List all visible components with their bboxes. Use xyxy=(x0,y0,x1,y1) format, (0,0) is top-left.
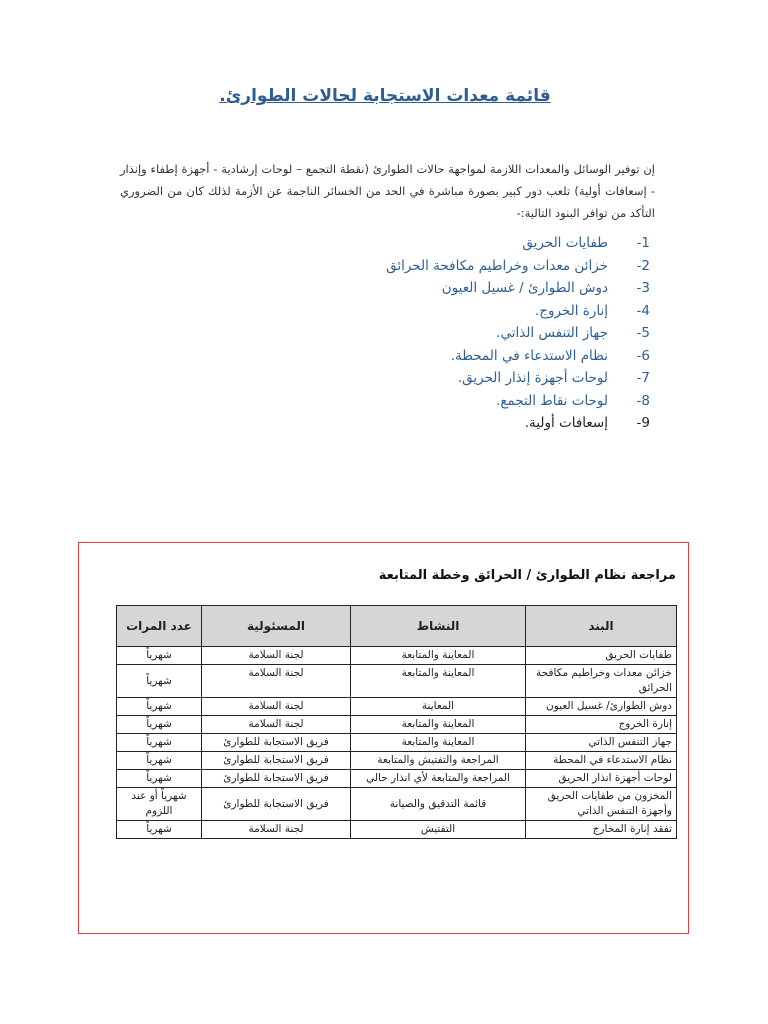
item-text: نظام الاستدعاء في المحطة. xyxy=(450,347,608,364)
cell-activity: المعاينة والمتابعة xyxy=(351,734,526,752)
item-text: جهاز التنفس الذاتي. xyxy=(496,325,608,342)
cell-activity: المعاينة والمتابعة xyxy=(351,665,526,698)
cell-frequency: شهرياً أو عند اللزوم xyxy=(117,788,202,821)
cell-item: خزائن معدات وخراطيم مكافحة الحرائق xyxy=(526,665,677,698)
list-item xyxy=(300,255,650,278)
list-item xyxy=(300,412,650,435)
cell-frequency: شهرياً xyxy=(117,647,202,665)
cell-activity: قائمة التدقيق والصيانة xyxy=(351,788,526,821)
table-row xyxy=(117,752,677,770)
cell-activity: المراجعة والمتابعة لأي انذار حالي xyxy=(351,770,526,788)
cell-responsibility: لجنة السلامة xyxy=(202,698,351,716)
cell-activity: المراجعة والتفتيش والمتابعة xyxy=(351,752,526,770)
table-row xyxy=(117,788,677,821)
cell-activity: التفتيش xyxy=(351,821,526,839)
item-text: دوش الطوارئ / غسيل العيون xyxy=(441,280,608,297)
cell-responsibility: لجنة السلامة xyxy=(202,821,351,839)
header-frequency: عدد المرات xyxy=(117,606,202,647)
header-item: البند xyxy=(526,606,677,647)
item-number: 7- xyxy=(636,370,650,387)
item-number: 6- xyxy=(636,347,650,364)
cell-responsibility: لجنة السلامة xyxy=(202,647,351,665)
table-header-row xyxy=(117,606,677,647)
cell-responsibility: فريق الاستجابة للطوارئ xyxy=(202,752,351,770)
cell-item: تفقد إنارة المخارج xyxy=(526,821,677,839)
cell-item: المخزون من طفايات الحريق وأجهزة التنفس الذاتي xyxy=(526,788,677,821)
item-text: إنارة الخروج. xyxy=(534,302,608,319)
list-item xyxy=(300,277,650,300)
list-item xyxy=(300,345,650,368)
item-text: إسعافات أولية. xyxy=(524,415,608,432)
table-row xyxy=(117,716,677,734)
cell-item: دوش الطوارئ/ غسيل العيون xyxy=(526,698,677,716)
cell-frequency: شهرياً xyxy=(117,698,202,716)
item-number: 1- xyxy=(636,235,650,252)
review-table xyxy=(116,605,677,839)
list-item xyxy=(300,322,650,345)
cell-activity: المعاينة والمتابعة xyxy=(351,716,526,734)
cell-frequency: شهرياً xyxy=(117,734,202,752)
item-number: 8- xyxy=(636,392,650,409)
cell-responsibility: فريق الاستجابة للطوارئ xyxy=(202,734,351,752)
cell-item: نظام الاستدعاء في المحطة xyxy=(526,752,677,770)
cell-item: لوحات أجهزة انذار الحريق xyxy=(526,770,677,788)
item-number: 3- xyxy=(636,280,650,297)
page-title: قائمة معدات الاستجابة لحالات الطوارئ. xyxy=(219,86,551,106)
cell-responsibility: لجنة السلامة xyxy=(202,665,351,698)
table-row xyxy=(117,821,677,839)
cell-responsibility: فريق الاستجابة للطوارئ xyxy=(202,770,351,788)
table-row xyxy=(117,734,677,752)
cell-frequency: شهرياً xyxy=(117,665,202,698)
cell-frequency: شهرياً xyxy=(117,770,202,788)
item-text: خزائن معدات وخراطيم مكافحة الحرائق xyxy=(386,257,608,274)
table-row xyxy=(117,647,677,665)
cell-item: طفايات الحريق xyxy=(526,647,677,665)
cell-frequency: شهرياً xyxy=(117,821,202,839)
equipment-list xyxy=(300,232,650,435)
item-number: 2- xyxy=(636,257,650,274)
list-item xyxy=(300,367,650,390)
cell-responsibility: لجنة السلامة xyxy=(202,716,351,734)
intro-paragraph: إن توفير الوسائل والمعدات اللازمة لمواجهة حالات الطوارئ (نقطة التجمع – لوحات إرشادية - أجهزة إطفاء وإنذار - إسعافات أولية) تلعب دور كبير بصورة مباشرة في الحد من الخسائر الناجمة عن الأزمة لذلك كان من الضروري التأكد من توافر البنود التالية:- xyxy=(120,162,655,220)
list-item xyxy=(300,232,650,255)
list-item xyxy=(300,300,650,323)
review-box xyxy=(78,542,689,934)
cell-frequency: شهرياً xyxy=(117,716,202,734)
item-text: لوحات أجهزة إنذار الحريق. xyxy=(457,370,608,387)
header-responsibility: المسئولية xyxy=(202,606,351,647)
review-title: مراجعة نظام الطوارئ / الحرائق وخطة المتابعة xyxy=(378,568,676,583)
cell-frequency: شهرياً xyxy=(117,752,202,770)
table-row xyxy=(117,698,677,716)
table-row xyxy=(117,770,677,788)
item-number: 4- xyxy=(636,302,650,319)
header-activity: النشاط xyxy=(351,606,526,647)
item-number: 5- xyxy=(636,325,650,342)
cell-activity: المعاينة xyxy=(351,698,526,716)
item-text: طفايات الحريق xyxy=(522,235,608,252)
list-item xyxy=(300,390,650,413)
cell-responsibility: فريق الاستجابة للطوارئ xyxy=(202,788,351,821)
item-number: 9- xyxy=(636,415,650,432)
cell-activity: المعاينة والمتابعة xyxy=(351,647,526,665)
cell-item: إنارة الخروج xyxy=(526,716,677,734)
item-text: لوحات نقاط التجمع. xyxy=(496,392,608,409)
cell-item: جهاز التنفس الذاتي xyxy=(526,734,677,752)
table-row xyxy=(117,665,677,698)
